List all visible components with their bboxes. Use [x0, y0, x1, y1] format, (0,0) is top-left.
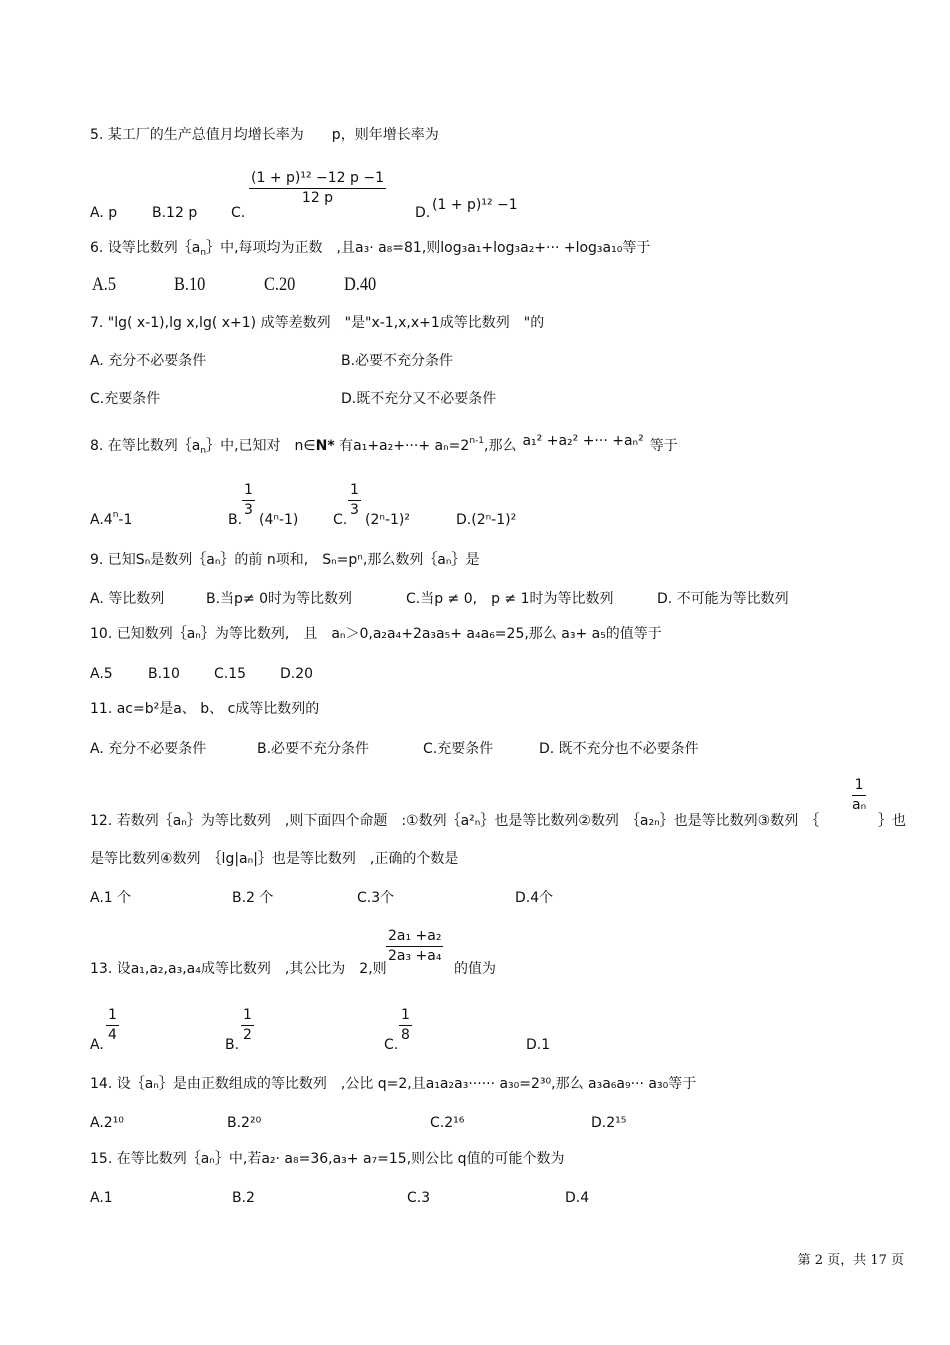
- q10-option-c: C.15: [214, 666, 247, 682]
- q8-stem-d: ,那么: [484, 438, 517, 454]
- q12-option-b: B.2 个: [232, 890, 274, 906]
- q6-stem: [90, 239, 650, 257]
- q8-option-b-fraction: [242, 482, 255, 519]
- q6-option-a: A.5: [92, 274, 117, 295]
- q5-option-c-fraction: [249, 170, 386, 207]
- q6-option-c: C.20: [264, 274, 296, 295]
- q7-option-b: B.必要不充分条件: [341, 353, 454, 369]
- q8-option-c-tail: (2ⁿ-1)²: [365, 512, 410, 528]
- q14-option-d: D.2¹⁵: [591, 1115, 627, 1131]
- q13-option-b-label: B.: [225, 1037, 240, 1053]
- q5-stem: 5. 某工厂的生产总值月均增长率为 p，则年增长率为: [90, 127, 439, 143]
- q11-option-c: C.充要条件: [423, 741, 494, 757]
- q13-frac-denominator: 2a₃ +a₄: [388, 948, 442, 964]
- q15-stem: 15. 在等比数列｛aₙ｝中,若a₂· a₈=36,a₃+ a₇=15,则公比 q值的可能个数为: [90, 1151, 565, 1167]
- q5-c-numerator: (1 + p)¹² −12 p −1: [249, 170, 386, 189]
- q8-a-tail: -1: [118, 512, 133, 528]
- q12-stem-end: ｝也: [878, 813, 906, 829]
- q8-b-denominator: 3: [244, 502, 253, 518]
- q13-b-numerator: 1: [241, 1007, 254, 1026]
- q9-option-a: A. 等比数列: [90, 591, 165, 607]
- q10-option-a: A.5: [90, 666, 113, 682]
- q13-b-denominator: 2: [243, 1027, 252, 1043]
- q5-option-b: B.12 p: [152, 205, 198, 221]
- q15-option-a: A.1: [90, 1190, 113, 1206]
- q13-frac-numerator: 2a₁ +a₂: [386, 928, 443, 947]
- q8-stem-c: 有a₁+a₂+···+ aₙ=2: [334, 438, 470, 454]
- q12-option-a: A.1 个: [90, 890, 132, 906]
- q13-c-denominator: 8: [401, 1027, 410, 1043]
- q9-option-c: C.当p ≠ 0, p ≠ 1时为等比数列: [406, 591, 614, 607]
- q7-stem: 7. "lg( x-1),lg x,lg( x+1) 成等差数列 "是"x-1,x,x+1成等比数列 "的: [90, 315, 545, 331]
- q8-stem-sub: n: [200, 446, 207, 456]
- q8-a-exp: n: [112, 510, 119, 520]
- q5-option-d-expr: (1 + p)¹² −1: [432, 197, 518, 213]
- q8-option-c-label: C.: [333, 512, 348, 528]
- q12-stem: 12. 若数列｛aₙ｝为等比数列 ,则下面四个命题 :①数列｛a²ₙ｝也是等比数列②数列 ｛a₂ₙ｝也是等比数列③数列 ｛: [90, 813, 820, 829]
- q13-option-d: D.1: [526, 1037, 551, 1053]
- q8-stem: [90, 433, 678, 456]
- q8-stem-set: N*: [315, 438, 335, 454]
- q12-fraction: [852, 777, 866, 814]
- q13-c-numerator: 1: [399, 1007, 412, 1026]
- q6-stem-sub: n: [200, 248, 207, 258]
- q7-option-a: A. 充分不必要条件: [90, 353, 207, 369]
- q8-stem-exp: n-1: [469, 436, 484, 446]
- q13-option-a-fraction: [106, 1007, 119, 1044]
- q13-stem-end: 的值为: [454, 961, 496, 977]
- q5-option-d-label: D.: [415, 205, 431, 221]
- q8-a-base: A.4: [90, 512, 113, 528]
- q5-c-denominator: 12 p: [301, 190, 334, 206]
- q13-fraction: [386, 928, 443, 965]
- q10-option-b: B.10: [148, 666, 180, 682]
- q8-stem-end: 等于: [649, 438, 678, 454]
- q8-option-b-tail: (4ⁿ-1): [259, 512, 299, 528]
- q5-option-a: A. p: [90, 205, 118, 221]
- q13-a-denominator: 4: [108, 1027, 117, 1043]
- q7-option-c: C.充要条件: [90, 391, 161, 407]
- q13-option-a-label: A.: [90, 1037, 104, 1053]
- q5-option-c-label: C.: [231, 205, 246, 221]
- q14-option-b: B.2²⁰: [227, 1115, 262, 1131]
- q8-option-a: [90, 511, 132, 529]
- q6-stem-a: 6. 设等比数列｛a: [90, 240, 201, 256]
- q9-option-d: D. 不可能为等比数列: [657, 591, 789, 607]
- q8-stem-a: 8. 在等比数列｛a: [90, 438, 201, 454]
- q7-option-d: D.既不充分又不必要条件: [341, 391, 497, 407]
- q11-option-b: B.必要不充分条件: [257, 741, 370, 757]
- q6-option-d: D.40: [344, 274, 377, 295]
- q11-option-a: A. 充分不必要条件: [90, 741, 207, 757]
- q9-option-b: B.当p≠ 0时为等比数列: [206, 591, 353, 607]
- q12-stem-line2: 是等比数列④数列 ｛lg|aₙ|｝也是等比数列 ,正确的个数是: [90, 851, 459, 867]
- q12-option-d: D.4个: [515, 890, 554, 906]
- q6-option-b: B.10: [174, 274, 206, 295]
- q8-option-b-label: B.: [228, 512, 243, 528]
- q8-stem-b: ｝中,已知对 n∈: [206, 438, 316, 454]
- q11-stem: 11. ac=b²是a、 b、 c成等比数列的: [90, 701, 320, 717]
- q15-option-c: C.3: [407, 1190, 431, 1206]
- q14-option-c: C.2¹⁶: [430, 1115, 465, 1131]
- q8-c-denominator: 3: [350, 502, 359, 518]
- q12-frac-denominator: aₙ: [852, 797, 867, 813]
- q15-option-b: B.2: [232, 1190, 255, 1206]
- q8-stem-expr: a₁² +a₂² +··· +aₙ²: [522, 433, 644, 449]
- q13-option-c-label: C.: [384, 1037, 399, 1053]
- q14-option-a: A.2¹⁰: [90, 1115, 124, 1131]
- q13-a-numerator: 1: [106, 1007, 119, 1026]
- q10-stem: 10. 已知数列｛aₙ｝为等比数列, 且 aₙ＞0,a₂a₄+2a₃a₅+ a₄a₆=25,那么 a₃+ a₅的值等于: [90, 626, 662, 642]
- q10-option-d: D.20: [280, 666, 314, 682]
- q13-option-c-fraction: [399, 1007, 412, 1044]
- q8-c-numerator: 1: [348, 482, 361, 501]
- q12-frac-numerator: 1: [852, 777, 866, 796]
- q11-option-d: D. 既不充分也不必要条件: [539, 741, 699, 757]
- q8-option-d: D.(2ⁿ-1)²: [456, 512, 517, 528]
- q6-stem-b: ｝中,每项均为正数 ,且a₃· a₈=81,则log₃a₁+log₃a₂+··· +log₃a₁₀等于: [206, 240, 651, 256]
- q9-stem: 9. 已知Sₙ是数列｛aₙ｝的前 n项和, Sₙ=pⁿ,那么数列｛aₙ｝是: [90, 552, 480, 568]
- q8-option-c-fraction: [348, 482, 361, 519]
- q15-option-d: D.4: [565, 1190, 590, 1206]
- q13-option-b-fraction: [241, 1007, 254, 1044]
- q12-option-c: C.3个: [357, 890, 395, 906]
- page-footer: 第 2 页，共 17 页: [797, 1253, 904, 1268]
- q14-stem: 14. 设｛aₙ｝是由正数组成的等比数列 ,公比 q=2,且a₁a₂a₃······ a₃₀=2³⁰,那么 a₃a₆a₉··· a₃₀等于: [90, 1076, 697, 1092]
- q13-stem: 13. 设a₁,a₂,a₃,a₄成等比数列 ,其公比为 2,则: [90, 961, 387, 977]
- q8-b-numerator: 1: [242, 482, 255, 501]
